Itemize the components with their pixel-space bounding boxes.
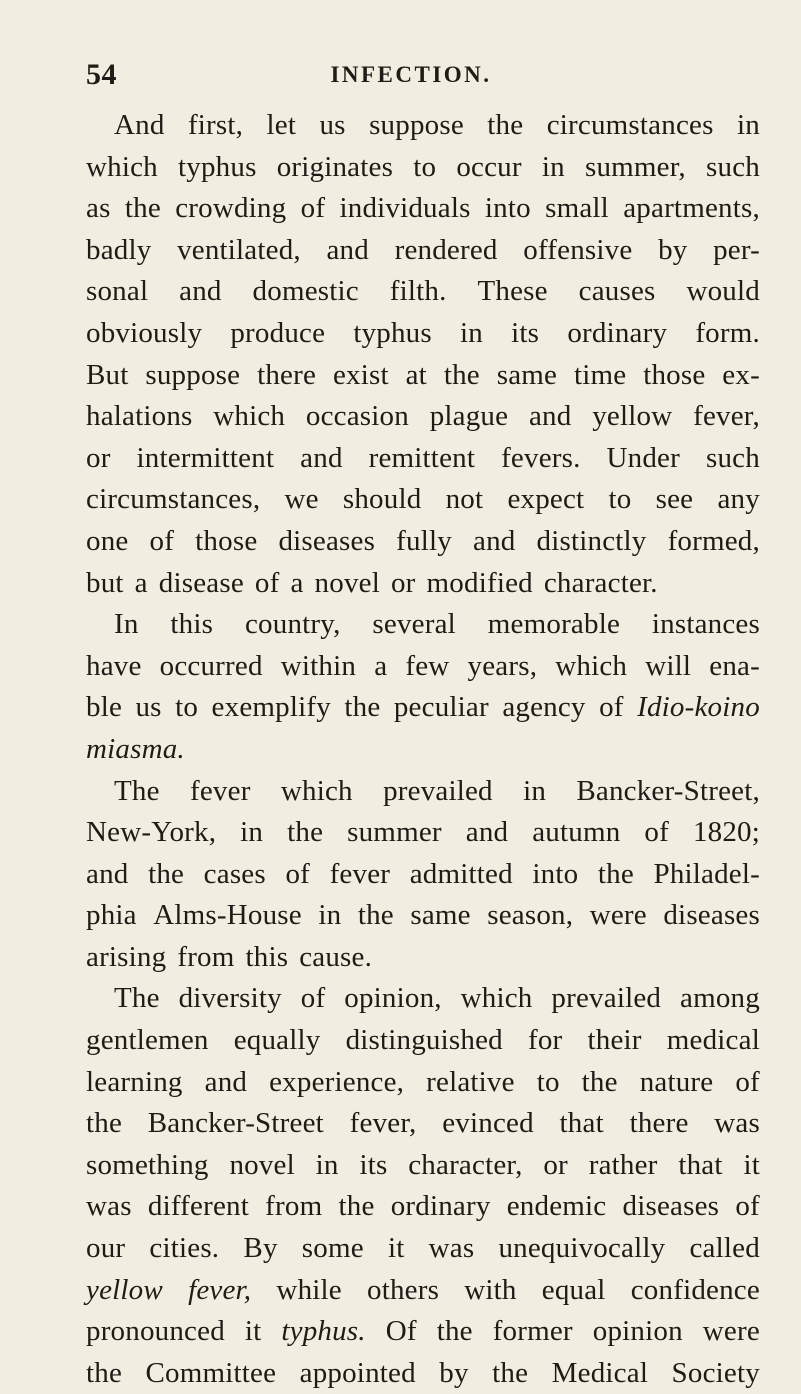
word: rendered — [394, 233, 498, 266]
word: from — [177, 940, 235, 973]
word: the — [287, 816, 324, 849]
word: prevailed — [383, 774, 493, 807]
text-line — [86, 1145, 760, 1187]
word: relative — [426, 1065, 515, 1098]
word: but — [86, 566, 124, 599]
word: typhus — [178, 150, 257, 183]
word: the — [443, 358, 480, 391]
word: the — [492, 1356, 529, 1389]
word: prevailed — [551, 982, 662, 1015]
word: that — [559, 1107, 604, 1140]
word: confidence — [630, 1273, 760, 1306]
word: experience, — [269, 1065, 405, 1098]
word: for — [527, 1024, 563, 1057]
word: fever, — [188, 1273, 252, 1306]
word: Medical — [551, 1356, 649, 1389]
word: by — [658, 233, 688, 266]
word: character. — [543, 566, 658, 599]
word: fever, — [349, 1107, 417, 1140]
word: admitted — [409, 857, 513, 890]
word: and — [300, 441, 343, 474]
word: as — [86, 192, 111, 225]
word: suppose — [369, 109, 464, 141]
word: to — [608, 483, 632, 516]
word: were — [702, 1315, 760, 1348]
word: which — [460, 982, 533, 1015]
word: obviously — [86, 316, 203, 349]
word: the — [86, 1356, 123, 1389]
text-line — [86, 1103, 760, 1145]
word: this — [170, 608, 214, 641]
word: and — [528, 400, 572, 433]
word: not — [445, 483, 484, 516]
word: of — [285, 857, 310, 890]
word: and — [473, 524, 516, 557]
text-line — [86, 396, 760, 438]
word: have — [86, 649, 142, 682]
word: we — [284, 483, 319, 516]
text-line — [86, 771, 760, 813]
running-head — [86, 58, 736, 102]
word: occurred — [159, 649, 263, 682]
word: were — [589, 899, 647, 932]
word: the — [148, 857, 185, 890]
text-line — [86, 937, 760, 979]
word: diseases — [622, 1190, 720, 1223]
word: circumstances — [546, 109, 714, 141]
word: fever — [190, 774, 251, 807]
word: Committee — [145, 1356, 277, 1389]
word: its — [511, 316, 540, 349]
word: the — [487, 109, 524, 141]
word: into — [532, 857, 579, 890]
word: Philadel- — [653, 857, 760, 890]
word: those — [195, 524, 258, 557]
word: any — [717, 483, 760, 516]
word: country, — [244, 608, 341, 641]
word: suppose — [145, 358, 241, 391]
word: evinced — [442, 1107, 534, 1140]
word: in — [460, 316, 483, 349]
word: or — [86, 441, 111, 474]
text-line — [86, 147, 760, 189]
word: the — [436, 1315, 473, 1348]
word: a — [374, 649, 388, 682]
word: cities. — [149, 1232, 220, 1265]
word: of — [254, 566, 280, 599]
word: which — [555, 649, 628, 682]
text-line — [86, 105, 760, 147]
word: it — [387, 1232, 405, 1265]
word: a — [290, 566, 304, 599]
word: was — [86, 1190, 132, 1223]
text-line — [86, 604, 760, 646]
word: Of — [385, 1315, 417, 1348]
word: its — [359, 1148, 388, 1181]
word: offensive — [523, 233, 633, 266]
word: or — [543, 1148, 568, 1181]
word: By — [243, 1232, 278, 1265]
word: novel — [314, 566, 380, 599]
word: with — [464, 1273, 517, 1306]
word: halations — [86, 400, 193, 433]
word: learning — [86, 1065, 183, 1098]
word: distinctly — [536, 524, 647, 557]
word: in — [523, 774, 547, 807]
text-line — [86, 812, 760, 854]
word: same — [410, 899, 471, 932]
word: nature — [639, 1065, 714, 1098]
word: cause. — [299, 940, 373, 973]
word: yellow — [86, 1273, 163, 1306]
word: domestic — [252, 275, 359, 308]
word: there — [629, 1107, 689, 1140]
word: such — [705, 441, 760, 474]
word: gentlemen — [86, 1024, 209, 1057]
word: in — [541, 150, 565, 183]
page-number: 54 — [86, 58, 117, 91]
word: this — [245, 940, 289, 973]
word: yellow — [592, 400, 673, 433]
word: endemic — [506, 1190, 607, 1223]
word: Bancker-Street — [147, 1107, 324, 1140]
word: medical — [666, 1024, 760, 1057]
word: will — [645, 649, 692, 682]
word: The — [114, 774, 160, 807]
word: And — [114, 109, 165, 141]
word: fever, — [693, 400, 760, 433]
word: summer, — [584, 150, 686, 183]
word: Bancker-Street, — [576, 774, 760, 807]
word: fully — [396, 524, 452, 557]
word: ble — [86, 691, 123, 724]
word: equally — [233, 1024, 321, 1057]
word: diversity — [178, 982, 282, 1015]
word: Idio-koino — [637, 691, 760, 724]
running-title: INFECTION. — [330, 62, 492, 87]
word: New-York, — [86, 816, 217, 849]
word: disease — [158, 566, 244, 599]
word: and — [179, 275, 222, 308]
word: few — [405, 649, 450, 682]
word: phia — [86, 899, 137, 932]
word: different — [147, 1190, 249, 1223]
word: unequivocally — [498, 1232, 666, 1265]
word: sonal — [86, 275, 149, 308]
word: should — [342, 483, 422, 516]
text-line — [86, 1311, 760, 1353]
word: ordinary — [567, 316, 668, 349]
word: into — [484, 192, 531, 225]
word: diseases — [663, 899, 760, 932]
word: produce — [230, 316, 326, 349]
word: in — [318, 899, 342, 932]
word: those — [643, 358, 706, 391]
word: diseases — [278, 524, 376, 557]
word: our — [86, 1232, 126, 1265]
text-line — [86, 521, 760, 563]
text-line — [86, 313, 760, 355]
word: within — [280, 649, 357, 682]
text-line — [86, 1186, 760, 1228]
word: filth. — [389, 275, 447, 308]
word: in — [315, 1148, 339, 1181]
word: that — [678, 1148, 723, 1181]
word: of — [644, 816, 669, 849]
word: the — [344, 691, 381, 724]
word: see — [655, 483, 694, 516]
word: and — [86, 857, 129, 890]
text-line — [86, 355, 760, 397]
word: was — [428, 1232, 475, 1265]
word: In — [114, 608, 139, 641]
text-line — [86, 1062, 760, 1104]
text-line — [86, 646, 760, 688]
word: fever — [329, 857, 391, 890]
word: equal — [541, 1273, 606, 1306]
word: something — [86, 1148, 209, 1181]
word: fevers. — [501, 441, 581, 474]
word: ventilated, — [177, 233, 301, 266]
word: some — [301, 1232, 364, 1265]
word: their — [587, 1024, 642, 1057]
word: modified — [426, 566, 533, 599]
word: a — [134, 566, 148, 599]
word: agency — [502, 691, 586, 724]
word: expect — [507, 483, 585, 516]
word: us — [319, 109, 346, 141]
word: several — [372, 608, 456, 641]
word: arising — [86, 940, 167, 973]
word: typhus. — [281, 1315, 366, 1348]
word: it — [244, 1315, 262, 1348]
word: the — [338, 1190, 375, 1223]
text-line — [86, 188, 760, 230]
word: Society — [671, 1356, 760, 1389]
text-line — [86, 1228, 760, 1270]
word: cases — [203, 857, 266, 890]
text-line — [86, 1353, 760, 1394]
word: per- — [713, 233, 760, 266]
word: of — [599, 691, 624, 724]
word: same — [496, 358, 558, 391]
word: and — [204, 1065, 248, 1098]
word: ena- — [709, 649, 760, 682]
word: the — [86, 1107, 123, 1140]
word: the — [357, 899, 394, 932]
word: distinguished — [345, 1024, 503, 1057]
word: it — [743, 1148, 760, 1181]
word: The — [114, 982, 160, 1015]
word: peculiar — [393, 691, 489, 724]
word: from — [265, 1190, 323, 1223]
word: instances — [651, 608, 760, 641]
word: would — [686, 275, 760, 308]
word: individuals — [339, 192, 471, 225]
word: at — [405, 358, 427, 391]
body-text — [86, 105, 760, 1394]
text-line — [86, 1020, 760, 1062]
word: typhus — [353, 316, 432, 349]
word: opinion — [592, 1315, 683, 1348]
word: remittent — [368, 441, 476, 474]
text-line — [86, 1270, 760, 1312]
word: by — [439, 1356, 469, 1389]
text-line — [86, 895, 760, 937]
word: exemplify — [211, 691, 331, 724]
word: was — [714, 1107, 760, 1140]
word: causes — [578, 275, 656, 308]
word: summer — [347, 816, 442, 849]
text-line — [86, 687, 760, 729]
word: circumstances, — [86, 483, 261, 516]
word: to — [175, 691, 199, 724]
word: of — [149, 524, 175, 557]
word: and — [465, 816, 509, 849]
word: in — [240, 816, 264, 849]
text-line — [86, 854, 760, 896]
word: form. — [695, 316, 760, 349]
word: novel — [229, 1148, 295, 1181]
word: intermittent — [136, 441, 275, 474]
word: or — [390, 566, 416, 599]
text-line — [86, 438, 760, 480]
text-line — [86, 978, 760, 1020]
word: of — [735, 1190, 760, 1223]
text-line — [86, 563, 760, 605]
word: originates — [276, 150, 394, 183]
word: while — [276, 1273, 342, 1306]
word: character, — [408, 1148, 523, 1181]
word: there — [257, 358, 317, 391]
word: small — [545, 192, 609, 225]
word: others — [367, 1273, 440, 1306]
text-line — [86, 479, 760, 521]
word: which — [213, 400, 286, 433]
word: pronounced — [86, 1315, 225, 1348]
word: Under — [606, 441, 680, 474]
word: opinion, — [344, 982, 442, 1015]
word: Alms-House — [153, 899, 302, 932]
word: in — [736, 109, 760, 141]
text-line — [86, 729, 760, 771]
word: years, — [467, 649, 538, 682]
word: which — [86, 150, 158, 183]
word: to — [536, 1065, 560, 1098]
word: called — [689, 1232, 760, 1265]
word: apartments, — [623, 192, 760, 225]
word: which — [280, 774, 353, 807]
word: the — [124, 192, 161, 225]
word: formed, — [667, 524, 760, 557]
word: first, — [187, 109, 244, 141]
word: 1820; — [692, 816, 760, 849]
text-line — [86, 271, 760, 313]
word: let — [266, 109, 297, 141]
word: one — [86, 524, 129, 557]
word: occur — [456, 150, 522, 183]
word: badly — [86, 233, 152, 266]
word: to — [413, 150, 437, 183]
word: ordinary — [390, 1190, 491, 1223]
word: exist — [332, 358, 389, 391]
word: the — [581, 1065, 618, 1098]
word: the — [597, 857, 634, 890]
word: and — [326, 233, 369, 266]
word: of — [300, 982, 326, 1015]
word: among — [680, 982, 760, 1015]
word: ex- — [722, 358, 760, 391]
word: These — [477, 275, 548, 308]
word: such — [706, 150, 760, 183]
word: autumn — [532, 816, 621, 849]
word: rather — [588, 1148, 658, 1181]
word: of — [300, 192, 326, 225]
text-line — [86, 230, 760, 272]
word: season, — [487, 899, 574, 932]
word: miasma. — [86, 732, 185, 765]
word: time — [573, 358, 627, 391]
word: memorable — [487, 608, 621, 641]
word: of — [735, 1065, 760, 1098]
word: occasion — [305, 400, 409, 433]
word: But — [86, 358, 129, 391]
word: plague — [429, 400, 509, 433]
word: former — [492, 1315, 573, 1348]
word: us — [135, 691, 162, 724]
word: crowding — [175, 192, 287, 225]
word: appointed — [299, 1356, 416, 1389]
